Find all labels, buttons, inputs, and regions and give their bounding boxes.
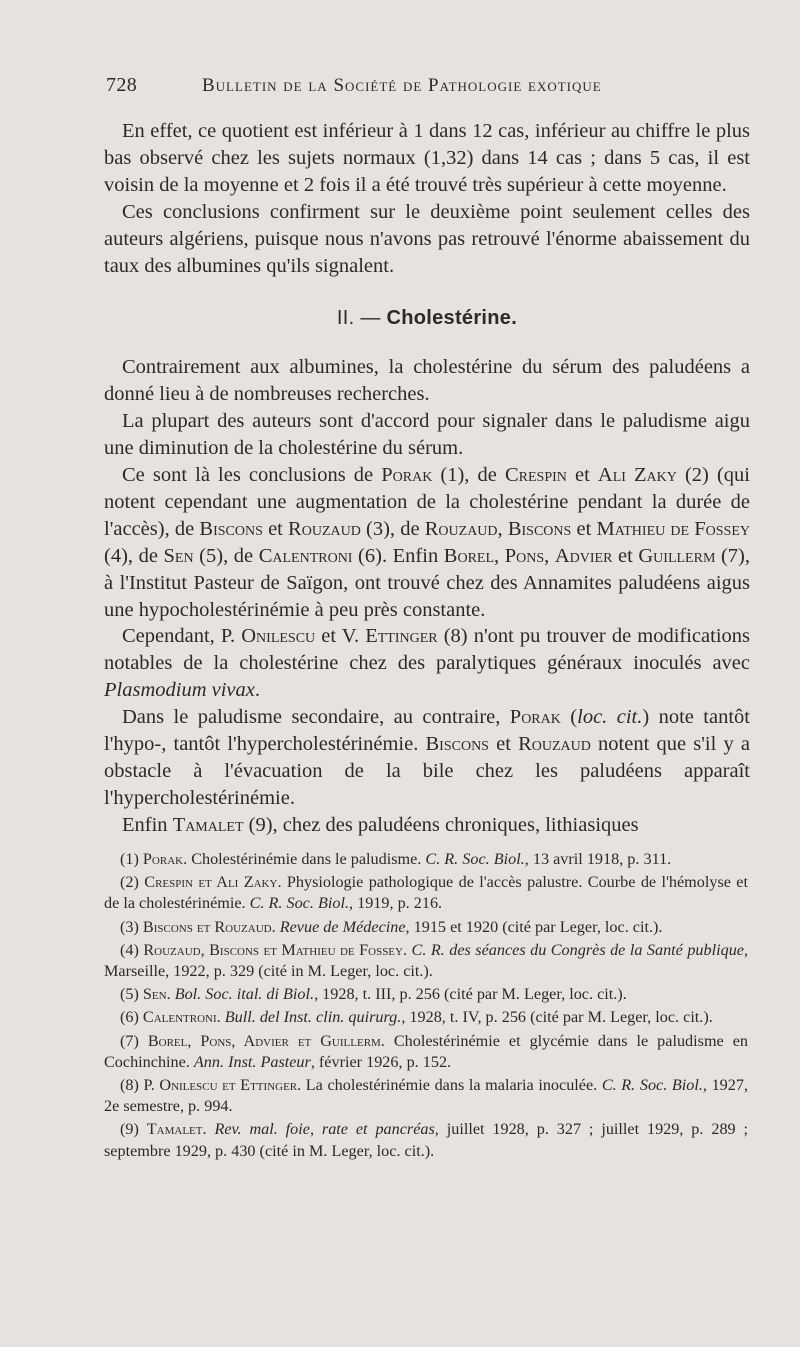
footnote-source: Rev. mal. foie, rate et pancréas <box>214 1120 435 1139</box>
footnote-number: (4) <box>120 940 144 959</box>
author-name: Onilescu <box>241 625 316 648</box>
author-name: Borel <box>443 544 495 567</box>
footnote-source: Ann. Inst. Pasteur <box>193 1052 311 1071</box>
footnote-source: Revue de Médecine <box>279 917 406 936</box>
body-text <box>104 118 750 839</box>
author-name: Porak <box>509 706 561 729</box>
footnote-rest: , 1915 et 1920 (cité par Leger, loc. cit.). <box>405 917 663 936</box>
author-name: Biscons <box>199 517 263 540</box>
footnote-rest: , 1919, p. 216. <box>349 894 443 913</box>
text-run: ) note tantôt l'hypo-, tantôt l'hypercholestérinémie. <box>104 706 750 756</box>
footnote-number: (5) <box>120 985 143 1004</box>
footnote-rest: , juillet 1928, p. 327 ; juillet 1929, p. 289 ; septembre 1929, p. 430 (cité in M. Leger, loc. cit.). <box>104 1120 749 1160</box>
author-name: Rouzaud <box>518 733 591 756</box>
paragraph-4: La plupart des auteurs sont d'accord pour signaler dans le paludisme aigu une diminution de la cholestérine du sérum. <box>104 410 750 460</box>
paragraph-5 <box>104 462 750 623</box>
footnote-source: C. R. des séances du Congrès de la Santé publique <box>411 940 744 959</box>
footnote-source: C. R. Soc. Biol. <box>601 1076 703 1095</box>
section-heading <box>104 305 750 332</box>
text-run: (6). Enfin <box>352 544 444 567</box>
text-run: et <box>566 463 598 486</box>
citation-italic: loc. cit. <box>577 706 643 729</box>
author-name: Biscons <box>507 517 572 540</box>
footnote-text: Cholestérinémie dans le paludisme. <box>187 850 426 868</box>
text-run: , <box>497 517 508 540</box>
running-title: Bulletin de la Société de Pathologie exotique <box>202 75 602 96</box>
footnote-number: (8) <box>120 1076 144 1095</box>
footnote-author: Crespin et Ali Zaky. <box>144 873 282 892</box>
text-run: (1), de <box>432 463 505 486</box>
footnote-text: La cholestérinémie dans la malaria inoculée. <box>301 1076 602 1095</box>
author-name: Sen <box>163 544 194 567</box>
text-run: , <box>494 544 505 567</box>
footnote-author: Tamalet. <box>146 1120 207 1139</box>
text-run: notent que s'il y a obstacle à l'évacuation de la bile chez les paludéens apparaît l'hypercholestérinémie. <box>104 733 750 809</box>
footnote <box>104 1007 748 1028</box>
section-title: Cholestérine. <box>386 307 518 330</box>
text-run: et <box>571 517 597 540</box>
footnote-number: (2) <box>120 873 145 892</box>
author-name: Guillerm <box>638 544 716 567</box>
footnote-rest: , 13 avril 1918, p. 311. <box>524 850 672 868</box>
author-name: Tamalet <box>172 813 244 836</box>
text-run: et <box>612 544 639 567</box>
footnote <box>104 940 748 982</box>
text-run: (3), de <box>360 517 425 540</box>
footnote-rest: , 1928, t. IV, p. 256 (cité par M. Leger, loc. cit.). <box>401 1008 713 1027</box>
footnote-author: Borel, Pons, Advier et Guillerm. <box>147 1031 385 1050</box>
author-name: Rouzaud <box>288 517 361 540</box>
footnote-rest: , 1927, 2e semestre, p. 994. <box>104 1076 749 1116</box>
text-run: (2) (qui notent cependant une augmentation de la cholestérine pendant la durée de l'accès), de <box>104 463 750 540</box>
text-run: Enfin <box>122 813 173 836</box>
footnote <box>104 917 748 938</box>
footnote <box>104 1031 748 1073</box>
text-run: . <box>254 679 260 702</box>
author-name: Ettinger <box>365 625 438 648</box>
footnote-text: Cholestérinémie et glycémie dans le paludisme en Cochinchine. <box>104 1031 748 1071</box>
footnote-rest: , 1928, t. III, p. 256 (cité par M. Leger, loc. cit.). <box>314 985 627 1004</box>
text-run: et V. <box>315 625 366 648</box>
page-header <box>106 74 740 97</box>
author-name: Pons <box>504 544 545 567</box>
text-run: (8) n'ont pu trouver de modifications notables de la cholestérine chez des paralytiques généraux inoculés avec <box>104 625 751 675</box>
species-name: Plasmodium vivax <box>104 679 255 702</box>
author-name: Crespin <box>504 463 567 486</box>
footnote-number: (1) <box>120 850 143 868</box>
text-run: (7), à l'Institut Pasteur de Saïgon, ont trouvé chez des Annamites paludéens aigus une hypocholestérinémie à peu près constante. <box>104 544 751 621</box>
footnote-source: Bol. Soc. ital. di Biol. <box>174 985 315 1004</box>
author-name: Advier <box>554 544 613 567</box>
text-run: (9), chez des paludéens chroniques, lithiasiques <box>243 813 639 836</box>
footnote-number: (7) <box>120 1031 148 1050</box>
text-run: (4), de <box>104 544 164 567</box>
author-name: Ali Zaky <box>597 463 677 486</box>
author-name: Calentroni <box>258 544 353 567</box>
paragraph-2: Ces conclusions confirment sur le deuxième point seulement celles des auteurs algériens, puisque nous n'avons pas retrouvé l'énorme abaissement du taux des albumines qu'ils signalent. <box>104 200 750 277</box>
footnote-rest: , Marseille, 1922, p. 329 (cité in M. Leger, loc. cit.). <box>104 940 749 981</box>
footnote-source: C. R. Soc. Biol. <box>425 850 525 868</box>
footnote-rest: , février 1926, p. 152. <box>310 1052 452 1071</box>
paragraph-3: Contrairement aux albumines, la cholestérine du sérum des paludéens a donné lieu à de nombreuses recherches. <box>104 356 750 406</box>
text-run: Ce sont là les conclusions de <box>122 463 382 486</box>
text-run: et <box>262 517 289 540</box>
author-name: Rouzaud <box>424 517 498 540</box>
footnote-number: (3) <box>120 917 143 936</box>
paragraph-7 <box>104 704 750 812</box>
footnote-author: Sen. <box>142 985 171 1004</box>
footnote <box>104 849 748 870</box>
footnote-number: (9) <box>120 1120 147 1139</box>
footnotes <box>104 849 748 1164</box>
footnote <box>104 984 748 1005</box>
footnote-source: Bull. del Inst. clin. quirurg. <box>224 1008 402 1027</box>
footnote-source: C. R. Soc. Biol. <box>249 894 349 913</box>
author-name: Mathieu de Fossey <box>596 517 751 540</box>
footnote-author: P. Onilescu et Ettinger. <box>143 1076 302 1095</box>
paragraph-8 <box>104 812 750 839</box>
footnote <box>104 1075 748 1117</box>
author-name: Biscons <box>425 733 489 756</box>
footnote-author: Biscons et Rouzaud. <box>142 917 276 936</box>
footnote-author: Calentroni. <box>142 1008 221 1027</box>
paragraph-6 <box>104 623 750 704</box>
footnote-author: Porak. <box>142 850 188 868</box>
footnote-number: (6) <box>120 1008 143 1027</box>
footnote <box>104 1119 748 1161</box>
footnote-text: Physiologie pathologique de l'accès palustre. Courbe de l'hémolyse et de la cholestérinémie. <box>104 873 748 913</box>
text-run: (5), de <box>193 544 259 567</box>
page-number: 728 <box>106 74 138 96</box>
footnote <box>104 872 748 914</box>
author-name: Porak <box>381 463 433 486</box>
paragraph-1: En effet, ce quotient est inférieur à 1 dans 12 cas, inférieur au chiffre le plus bas observé chez les sujets normaux (1,32) dans 14 cas ; dans 5 cas, il est voisin de la moyenne et 2 fois il a été trouvé très supérieur à cette moyenne. <box>104 120 750 196</box>
text-run: , <box>544 544 555 567</box>
text-run: Cependant, P. <box>122 625 242 648</box>
text-run: Dans le paludisme secondaire, au contraire, <box>122 706 510 729</box>
section-number: II. — <box>336 307 387 330</box>
text-run: ( <box>560 706 578 729</box>
footnote-author: Rouzaud, Biscons et Mathieu de Fossey. <box>143 940 408 959</box>
text-run: et <box>488 733 519 756</box>
